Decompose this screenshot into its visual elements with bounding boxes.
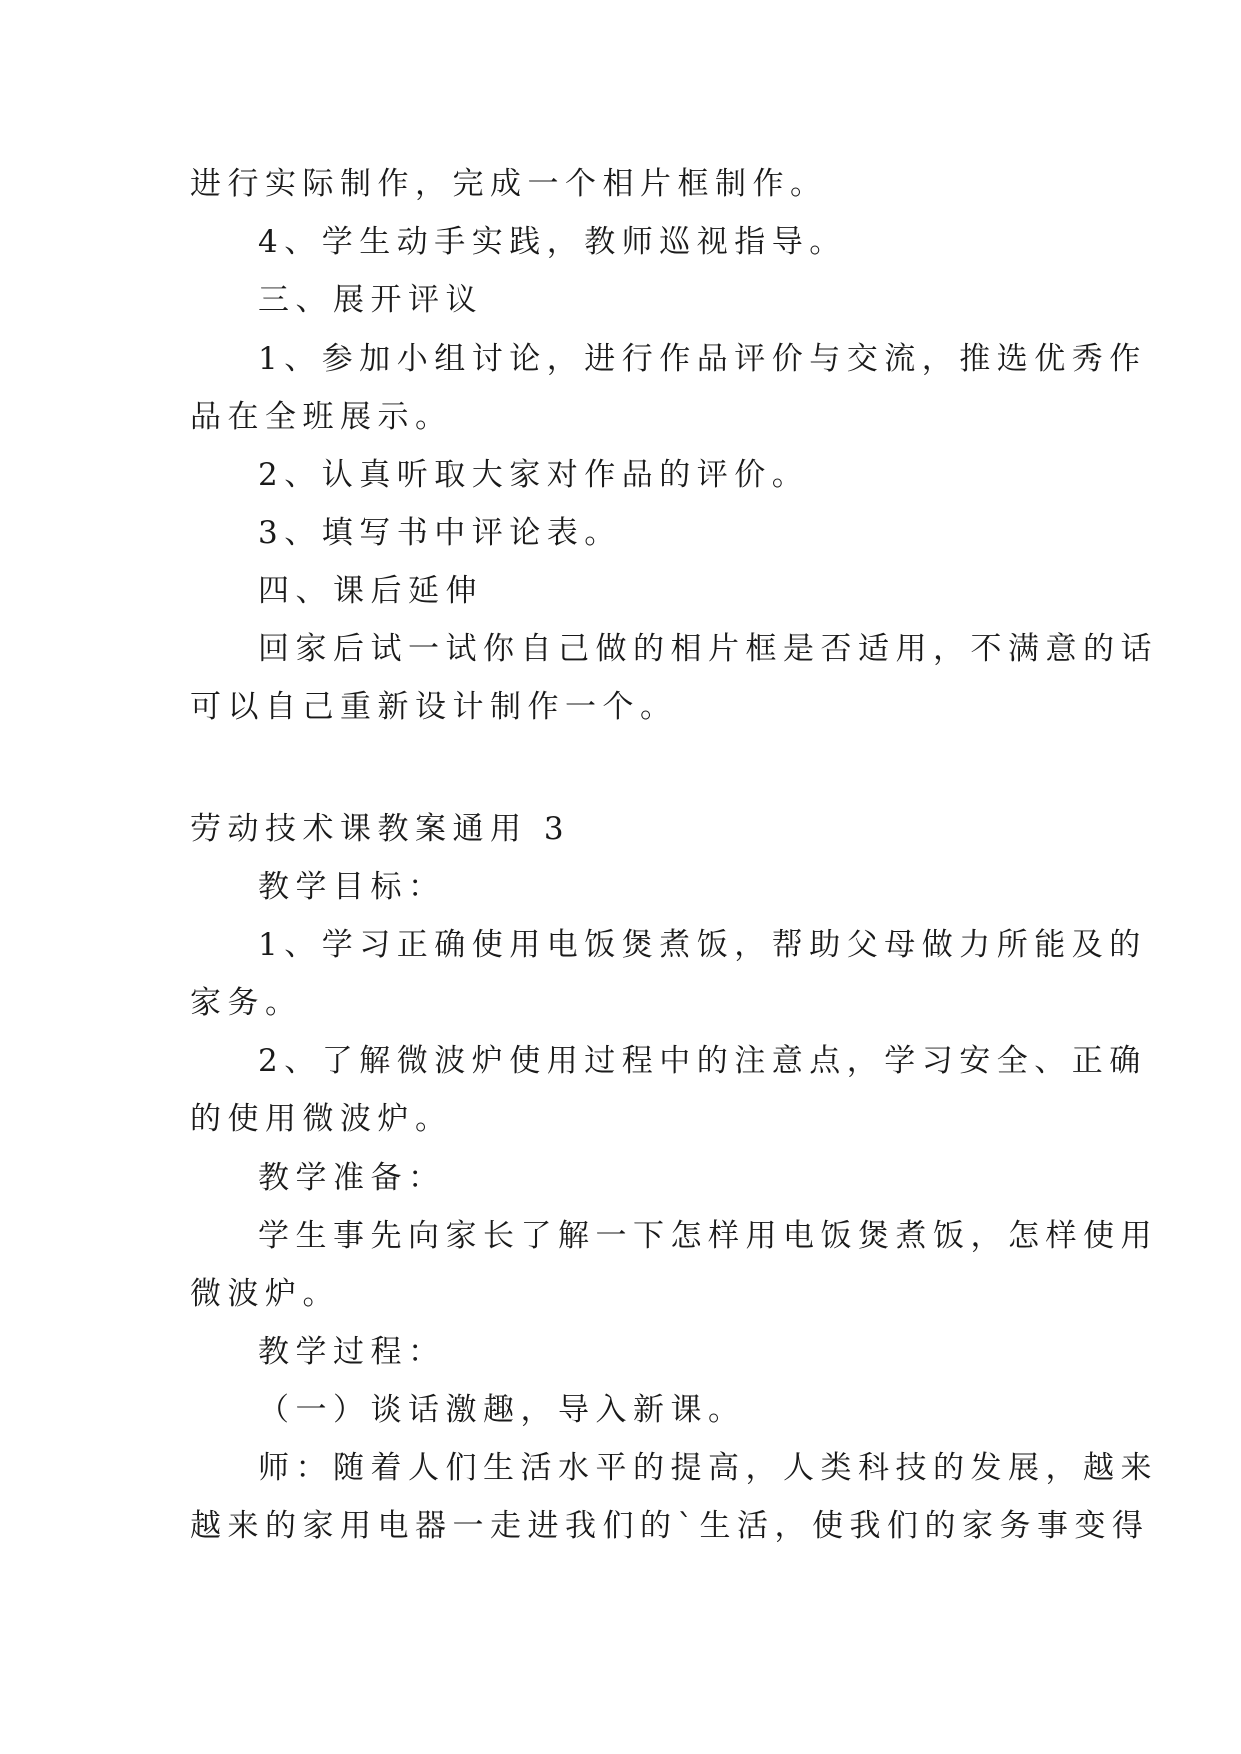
paragraph-line: 2、认真听取大家对作品的评价。 bbox=[258, 457, 810, 493]
paragraph-line: 越来的家用电器一走进我们的`生活，使我们的家务事变得 bbox=[190, 1508, 1150, 1544]
paragraph-line: 家务。 bbox=[190, 985, 303, 1021]
section-heading: 教学目标： bbox=[258, 869, 446, 905]
paragraph-line: 1、学习正确使用电饭煲煮饭，帮助父母做力所能及的 bbox=[258, 927, 1147, 963]
paragraph-line: 4、学生动手实践，教师巡视指导。 bbox=[258, 224, 847, 260]
document-title: 劳动技术课教案通用 3 bbox=[190, 811, 571, 847]
section-heading: 教学过程： bbox=[258, 1334, 446, 1370]
paragraph-line: 学生事先向家长了解一下怎样用电饭煲煮饭，怎样使用 bbox=[258, 1218, 1158, 1254]
paragraph-line: 微波炉。 bbox=[190, 1276, 340, 1312]
paragraph-line: 师：随着人们生活水平的提高，人类科技的发展，越来 bbox=[258, 1450, 1158, 1486]
paragraph-line: 回家后试一试你自己做的相片框是否适用，不满意的话 bbox=[258, 631, 1158, 667]
paragraph-line: 的使用微波炉。 bbox=[190, 1101, 453, 1137]
section-heading: 教学准备： bbox=[258, 1160, 446, 1196]
section-heading: 四、课后延伸 bbox=[258, 573, 483, 609]
paragraph-line: 1、参加小组讨论，进行作品评价与交流，推选优秀作 bbox=[258, 341, 1147, 377]
paragraph-line: 3、填写书中评论表。 bbox=[258, 515, 622, 551]
paragraph-line: （一）谈话激趣，导入新课。 bbox=[258, 1392, 746, 1428]
paragraph-line: 进行实际制作，完成一个相片框制作。 bbox=[190, 166, 828, 202]
paragraph-line: 可以自己重新设计制作一个。 bbox=[190, 689, 678, 725]
paragraph-line: 品在全班展示。 bbox=[190, 399, 453, 435]
section-heading: 三、展开评议 bbox=[258, 282, 483, 318]
paragraph-line: 2、了解微波炉使用过程中的注意点，学习安全、正确 bbox=[258, 1043, 1147, 1079]
